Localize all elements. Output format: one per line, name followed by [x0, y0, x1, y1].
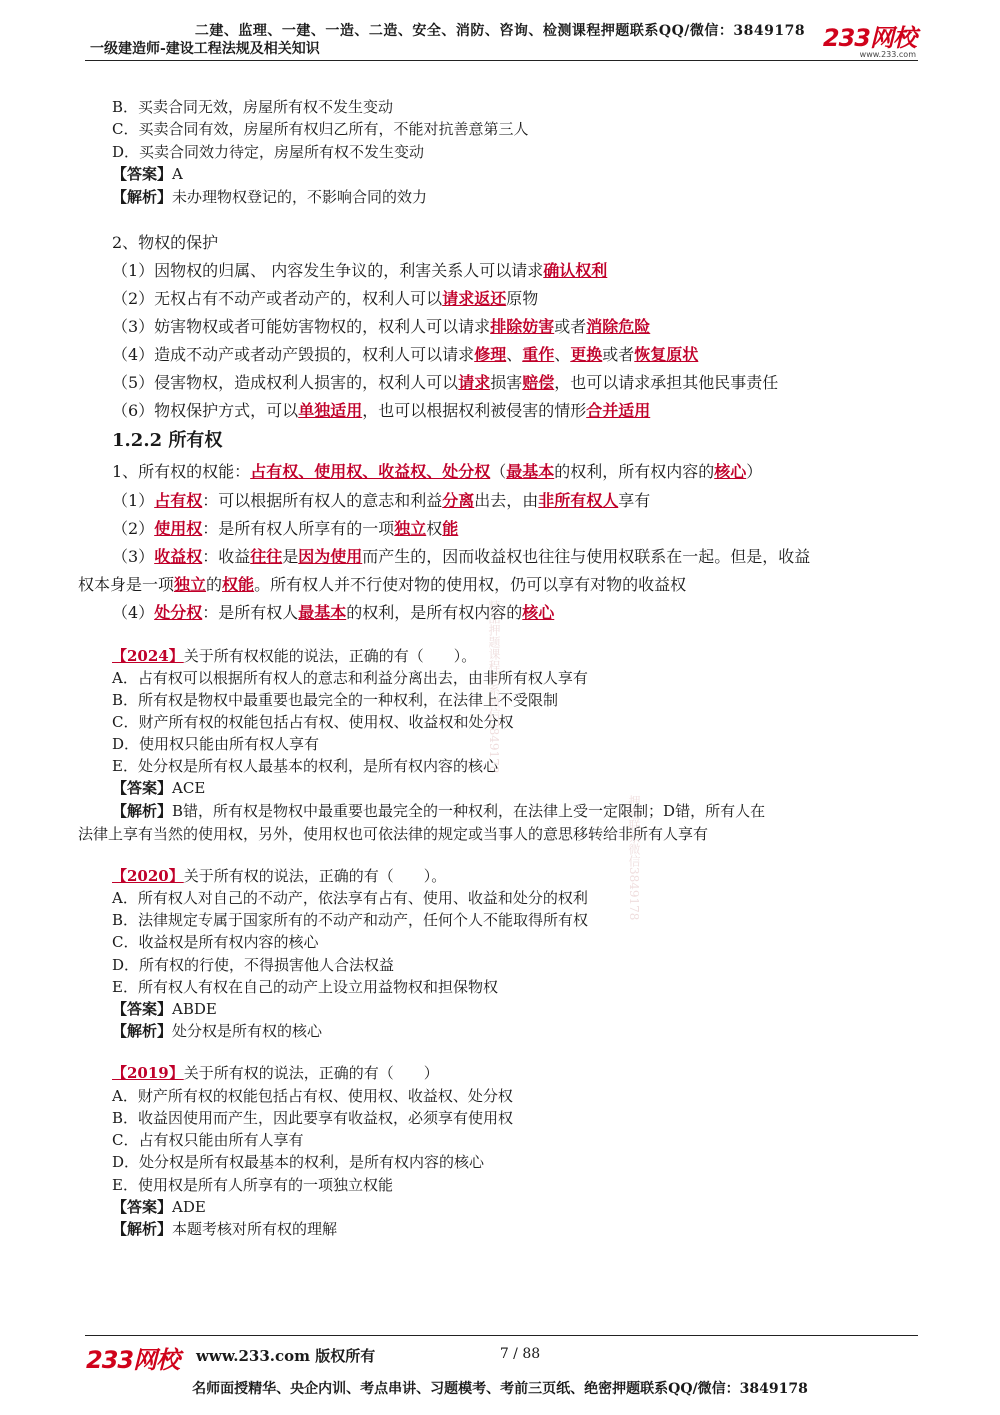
text-span: 出去，由: [474, 491, 539, 510]
analysis-cont: 法律上享有当然的使用权，另外，使用权也可依法律的规定或当事人的意思移转给非所有人享有: [78, 825, 709, 843]
option-c: C．买卖合同有效，房屋所有权归乙所有，不能对抗善意第三人: [112, 120, 529, 138]
option-b: B．所有权是物权中最重要也最完全的一种权利，在法律上不受限制: [112, 691, 559, 709]
keyword: 消除危险: [586, 317, 651, 336]
text-span: （4）造成不动产或者动产毁损的，权利人可以请求: [112, 345, 475, 364]
analysis-line: [112, 800, 765, 821]
text-span: 的: [206, 575, 223, 594]
option-a: A．占有权可以根据所有权人的意志和利益分离出去，由非所有权人享有: [112, 669, 588, 687]
answer-line: [112, 998, 217, 1019]
option-d: D．使用权只能由所有权人享有: [112, 735, 320, 753]
analysis-label: 【解析】: [112, 1022, 173, 1040]
keyword: 单独适用: [298, 401, 363, 420]
keyword: 处分权: [154, 603, 203, 622]
text-span: 关于所有权的说法，正确的有（ ）。: [183, 867, 447, 885]
footer-logo: 233网校: [86, 1346, 180, 1374]
keyword: 赔偿: [522, 373, 555, 392]
option-c: C．占有权只能由所有人享有: [112, 1131, 304, 1149]
analysis-text: B错，所有权是物权中最重要也最完全的一种权利，在法律上受一定限制；D错，所有人在: [172, 802, 766, 820]
watermark-text: 精品押题课程联系微信3849178: [487, 600, 501, 774]
keyword: 恢复原状: [634, 345, 699, 364]
option-c: C．财产所有权的权能包括占有权、使用权、收益权和处分权: [112, 713, 514, 731]
keyword: 非所有权人: [538, 491, 619, 510]
question-2024-stem: [112, 645, 476, 666]
option-b: B．收益因使用而产生，因此要享有收益权，必须享有使用权: [112, 1109, 514, 1127]
logo-site: www.233.com: [859, 50, 916, 59]
watermark-text: 押题联系微信3849178: [627, 795, 641, 921]
text-span: 。所有权人并不行使对物的使用权，仍可以享有对物的收益权: [254, 575, 687, 594]
text-span: （2）: [112, 519, 155, 538]
answer-value: ACE: [172, 779, 206, 797]
keyword: 核心: [522, 603, 555, 622]
text-span: （4）: [112, 603, 155, 622]
answer-value: ADE: [172, 1198, 206, 1216]
analysis-text: 未办理物权登记的，不影响合同的效力: [172, 188, 428, 206]
text-span: ，也可以根据权利被侵害的情形: [362, 401, 587, 420]
keyword: 重作: [522, 345, 555, 364]
keyword: 占有权: [154, 491, 203, 510]
text-span: ：是所有权人: [202, 603, 299, 622]
text-span: 而产生的，因而收益权也往往与使用权联系在一起。但是，收益: [362, 547, 811, 566]
header-divider: [85, 60, 918, 61]
option-d: D．买卖合同效力待定，房屋所有权不发生变动: [112, 143, 425, 161]
protection-item-6: [112, 398, 650, 421]
answer-label: 【答案】: [112, 1000, 173, 1018]
power-possession: [112, 488, 650, 511]
keyword: 请求: [458, 373, 491, 392]
keyword: 排除妨害: [490, 317, 555, 336]
analysis-label: 【解析】: [112, 1220, 173, 1238]
answer-value: ABDE: [172, 1000, 217, 1018]
powers-line: [112, 459, 762, 482]
keyword: 占有权、使用权、收益权、处分权: [250, 462, 491, 481]
protection-item-2: [112, 286, 538, 309]
footer-divider: [85, 1335, 918, 1336]
option-d: D．所有权的行使，不得损害他人合法权益: [112, 956, 395, 974]
text-span: 的权利，所有权内容的: [554, 462, 715, 481]
keyword: 确认权利: [543, 261, 608, 280]
logo-mark: 233网校: [822, 24, 916, 52]
header-top-line: 二建、监理、一建、一造、二造、安全、消防、咨询、检测课程押题联系QQ/微信：3849178: [194, 23, 806, 39]
keyword: 最基本: [298, 603, 347, 622]
answer-line: [112, 163, 183, 184]
text-span: 或者: [554, 317, 587, 336]
keyword: 修理: [474, 345, 507, 364]
keyword: 分离: [442, 491, 475, 510]
power-use: [112, 516, 458, 539]
keyword: 能: [442, 519, 459, 538]
text-span: （1）: [112, 491, 155, 510]
answer-value: A: [172, 165, 183, 183]
keyword: 更换: [570, 345, 603, 364]
option-c: C．收益权是所有权内容的核心: [112, 933, 319, 951]
text-span: 的权利，是所有权内容的: [346, 603, 523, 622]
answer-label: 【答案】: [112, 779, 173, 797]
text-span: （3）: [112, 547, 155, 566]
analysis-line: [112, 1020, 322, 1041]
text-span: 是: [282, 547, 299, 566]
power-income-cont: [78, 572, 686, 595]
question-2019-stem: [112, 1062, 439, 1083]
keyword: 使用权: [154, 519, 203, 538]
section-heading: 1.2.2 所有权: [112, 430, 223, 451]
option-b: B．法律规定专属于国家所有的不动产和动产，任何个人不能取得所有权: [112, 911, 589, 929]
analysis-line: [112, 1218, 337, 1239]
option-e: E．所有权人有权在自己的动产上设立用益物权和担保物权: [112, 978, 498, 996]
answer-label: 【答案】: [112, 165, 173, 183]
keyword: 收益权: [154, 547, 203, 566]
option-b: B．买卖合同无效，房屋所有权不发生变动: [112, 98, 394, 116]
analysis-text: 处分权是所有权的核心: [172, 1022, 323, 1040]
text-span: （6）物权保护方式，可以: [112, 401, 299, 420]
text-span: 关于所有权权能的说法，正确的有（ ）。: [183, 647, 477, 665]
text-span: ，也可以请求承担其他民事责任: [554, 373, 779, 392]
option-a: A．所有权人对自己的不动产，依法享有占有、使用、收益和处分的权利: [112, 889, 588, 907]
document-subtitle: 一级建造师-建设工程法规及相关知识: [90, 41, 320, 57]
keyword: 独立: [174, 575, 207, 594]
protection-item-5: [112, 370, 778, 393]
protection-item-1: [112, 258, 607, 281]
text-span: ：收益: [202, 547, 251, 566]
text-span: （1）因物权的归属、 内容发生争议的，利害关系人可以请求: [112, 261, 544, 280]
keyword: 权能: [222, 575, 255, 594]
option-e: E．处分权是所有权人最基本的权利，是所有权内容的核心: [112, 757, 498, 775]
power-income: [112, 544, 810, 567]
page-number: 7 / 88: [499, 1346, 541, 1362]
answer-label: 【答案】: [112, 1198, 173, 1216]
text-span: （: [490, 462, 507, 481]
question-2020-stem: [112, 865, 446, 886]
year-badge: 【2020】: [112, 867, 184, 885]
protection-item-3: [112, 314, 650, 337]
text-span: ）: [746, 462, 763, 481]
power-disposal: [112, 600, 554, 623]
footer-copyright: www.233.com 版权所有: [196, 1347, 376, 1365]
text-span: （5）侵害物权，造成权利人损害的，权利人可以: [112, 373, 459, 392]
text-span: ：可以根据所有权人的意志和利益: [202, 491, 443, 510]
text-span: 权本身是一项: [78, 575, 175, 594]
analysis-line: [112, 186, 427, 207]
protection-item-4: [112, 342, 698, 365]
keyword: 往往: [250, 547, 283, 566]
analysis-label: 【解析】: [112, 188, 173, 206]
text-span: （2）无权占有不动产或者动产的，权利人可以: [112, 289, 443, 308]
keyword: 请求返还: [442, 289, 507, 308]
year-badge: 【2019】: [112, 1064, 184, 1082]
text-span: 原物: [506, 289, 539, 308]
text-span: 、: [506, 345, 523, 364]
option-d: D．处分权是所有权最基本的权利，是所有权内容的核心: [112, 1153, 485, 1171]
answer-line: [112, 1196, 206, 1217]
text-span: 享有: [618, 491, 651, 510]
keyword: 因为使用: [298, 547, 363, 566]
option-a: A．财产所有权的权能包括占有权、使用权、收益权、处分权: [112, 1087, 513, 1105]
analysis-text: 本题考核对所有权的理解: [172, 1220, 338, 1238]
analysis-label: 【解析】: [112, 802, 173, 820]
option-e: E．使用权是所有人所享有的一项独立权能: [112, 1176, 393, 1194]
header-logo: [823, 26, 916, 59]
text-span: 损害: [490, 373, 523, 392]
text-span: 关于所有权的说法，正确的有（ ）: [183, 1064, 439, 1082]
answer-line: [112, 777, 205, 798]
text-span: 、: [554, 345, 571, 364]
keyword: 核心: [714, 462, 747, 481]
year-badge: 【2024】: [112, 647, 184, 665]
protection-title: 2、物权的保护: [112, 233, 219, 252]
text-span: 或者: [602, 345, 635, 364]
keyword: 独立: [394, 519, 427, 538]
text-span: 1、所有权的权能：: [112, 462, 251, 481]
text-span: 权: [426, 519, 443, 538]
keyword: 合并适用: [586, 401, 651, 420]
text-span: ：是所有权人所享有的一项: [202, 519, 395, 538]
text-span: （3）妨害物权或者可能妨害物权的，权利人可以请求: [112, 317, 491, 336]
keyword: 最基本: [506, 462, 555, 481]
footer-bottom-line: 名师面授精华、央企内训、考点串讲、习题模考、考前三页纸、绝密押题联系QQ/微信：3849178: [192, 1381, 808, 1397]
